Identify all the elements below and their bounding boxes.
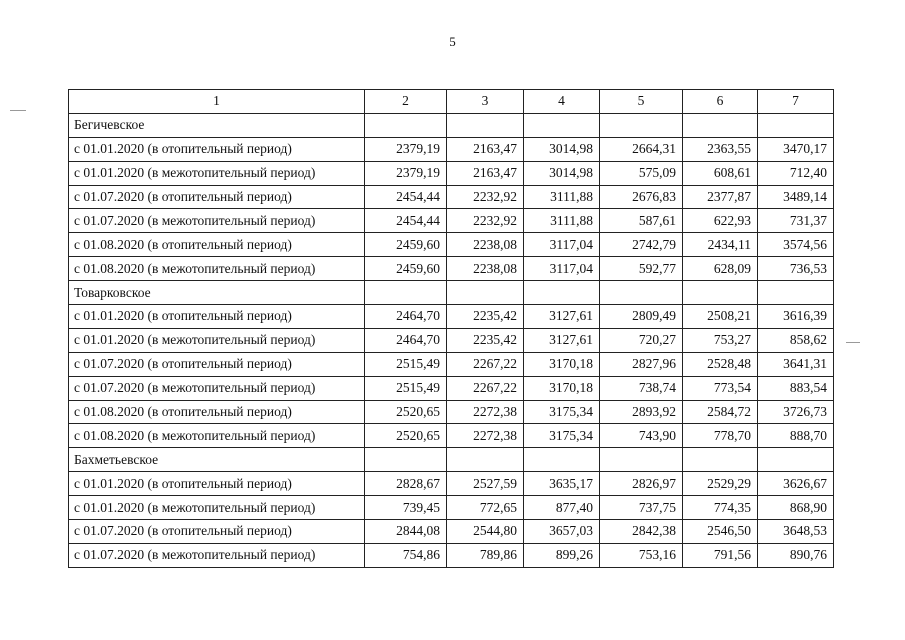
tariff-value: 2515,49 <box>365 376 447 400</box>
tariff-value: 2809,49 <box>600 305 683 329</box>
tariff-value: 3616,39 <box>758 305 834 329</box>
tariff-value: 774,35 <box>683 496 758 520</box>
tariff-value: 2238,08 <box>447 233 524 257</box>
tariff-value: 868,90 <box>758 496 834 520</box>
tariff-value: 2826,97 <box>600 472 683 496</box>
tariff-value: 720,27 <box>600 328 683 352</box>
tariff-value: 3641,31 <box>758 352 834 376</box>
column-header: 5 <box>600 90 683 114</box>
tariff-value: 890,76 <box>758 543 834 567</box>
tariff-value: 2235,42 <box>447 328 524 352</box>
tariff-value: 3111,88 <box>524 209 600 233</box>
tariff-value: 628,09 <box>683 257 758 281</box>
tariff-value: 772,65 <box>447 496 524 520</box>
tariff-value: 712,40 <box>758 161 834 185</box>
settlement-row <box>69 281 834 305</box>
tariff-value: 3117,04 <box>524 233 600 257</box>
period-label: с 01.07.2020 (в межотопительный период) <box>69 543 365 567</box>
tariff-value: 3014,98 <box>524 161 600 185</box>
table-row <box>69 520 834 544</box>
tariff-value: 3626,67 <box>758 472 834 496</box>
tariff-table <box>68 89 834 568</box>
tariff-value: 877,40 <box>524 496 600 520</box>
empty-cell <box>683 448 758 472</box>
empty-cell <box>365 281 447 305</box>
period-label: с 01.01.2020 (в межотопительный период) <box>69 161 365 185</box>
tariff-value: 622,93 <box>683 209 758 233</box>
tariff-value: 3170,18 <box>524 352 600 376</box>
tariff-value: 2893,92 <box>600 400 683 424</box>
settlement-name: Товарковское <box>69 281 365 305</box>
empty-cell <box>758 281 834 305</box>
tariff-value: 2584,72 <box>683 400 758 424</box>
tariff-value: 2434,11 <box>683 233 758 257</box>
tariff-value: 3175,34 <box>524 424 600 448</box>
settlement-name: Бегичевское <box>69 113 365 137</box>
tariff-value: 2377,87 <box>683 185 758 209</box>
tariff-value: 2546,50 <box>683 520 758 544</box>
period-label: с 01.01.2020 (в отопительный период) <box>69 305 365 329</box>
empty-cell <box>600 281 683 305</box>
tariff-value: 2459,60 <box>365 257 447 281</box>
table-row <box>69 257 834 281</box>
period-label: с 01.08.2020 (в отопительный период) <box>69 233 365 257</box>
tariff-value: 3635,17 <box>524 472 600 496</box>
empty-cell <box>524 113 600 137</box>
tariff-value: 883,54 <box>758 376 834 400</box>
empty-cell <box>365 113 447 137</box>
column-header: 4 <box>524 90 600 114</box>
tariff-value: 2515,49 <box>365 352 447 376</box>
tariff-value: 2232,92 <box>447 209 524 233</box>
table-row <box>69 400 834 424</box>
settlement-name: Бахметьевское <box>69 448 365 472</box>
tariff-value: 592,77 <box>600 257 683 281</box>
tariff-value: 2267,22 <box>447 376 524 400</box>
tariff-value: 2163,47 <box>447 137 524 161</box>
tariff-value: 2459,60 <box>365 233 447 257</box>
tariff-value: 858,62 <box>758 328 834 352</box>
empty-cell <box>447 448 524 472</box>
column-header: 1 <box>69 90 365 114</box>
margin-mark-left <box>10 110 26 111</box>
tariff-value: 2272,38 <box>447 424 524 448</box>
tariff-value: 753,27 <box>683 328 758 352</box>
empty-cell <box>524 448 600 472</box>
tariff-value: 2527,59 <box>447 472 524 496</box>
tariff-value: 3175,34 <box>524 400 600 424</box>
tariff-value: 3127,61 <box>524 305 600 329</box>
tariff-value: 2520,65 <box>365 424 447 448</box>
tariff-value: 3014,98 <box>524 137 600 161</box>
tariff-value: 2454,44 <box>365 209 447 233</box>
tariff-value: 743,90 <box>600 424 683 448</box>
tariff-value: 2267,22 <box>447 352 524 376</box>
tariff-value: 2676,83 <box>600 185 683 209</box>
column-header: 3 <box>447 90 524 114</box>
column-header: 7 <box>758 90 834 114</box>
table-row <box>69 424 834 448</box>
tariff-value: 2454,44 <box>365 185 447 209</box>
tariff-value: 3127,61 <box>524 328 600 352</box>
empty-cell <box>600 113 683 137</box>
tariff-value: 2272,38 <box>447 400 524 424</box>
column-header: 6 <box>683 90 758 114</box>
table-header <box>69 90 834 114</box>
tariff-value: 2664,31 <box>600 137 683 161</box>
tariff-value: 2163,47 <box>447 161 524 185</box>
tariff-value: 2379,19 <box>365 137 447 161</box>
empty-cell <box>600 448 683 472</box>
period-label: с 01.07.2020 (в отопительный период) <box>69 520 365 544</box>
tariff-value: 739,45 <box>365 496 447 520</box>
tariff-value: 738,74 <box>600 376 683 400</box>
tariff-value: 2464,70 <box>365 305 447 329</box>
tariff-value: 2528,48 <box>683 352 758 376</box>
page-number: 5 <box>449 34 456 49</box>
table-row <box>69 233 834 257</box>
settlement-row <box>69 113 834 137</box>
period-label: с 01.08.2020 (в межотопительный период) <box>69 424 365 448</box>
period-label: с 01.07.2020 (в межотопительный период) <box>69 376 365 400</box>
tariff-value: 2842,38 <box>600 520 683 544</box>
tariff-value: 3470,17 <box>758 137 834 161</box>
tariff-value: 575,09 <box>600 161 683 185</box>
tariff-value: 778,70 <box>683 424 758 448</box>
tariff-value: 2844,08 <box>365 520 447 544</box>
table-row <box>69 352 834 376</box>
empty-cell <box>524 281 600 305</box>
tariff-value: 2827,96 <box>600 352 683 376</box>
period-label: с 01.08.2020 (в межотопительный период) <box>69 257 365 281</box>
period-label: с 01.01.2020 (в отопительный период) <box>69 472 365 496</box>
empty-cell <box>758 113 834 137</box>
tariff-value: 608,61 <box>683 161 758 185</box>
settlement-row <box>69 448 834 472</box>
table-row <box>69 305 834 329</box>
tariff-value: 3489,14 <box>758 185 834 209</box>
tariff-value: 773,54 <box>683 376 758 400</box>
table-row <box>69 496 834 520</box>
period-label: с 01.07.2020 (в отопительный период) <box>69 185 365 209</box>
table-body <box>69 113 834 567</box>
tariff-value: 2529,29 <box>683 472 758 496</box>
table-row <box>69 161 834 185</box>
column-header: 2 <box>365 90 447 114</box>
empty-cell <box>683 113 758 137</box>
table-row <box>69 328 834 352</box>
tariff-value: 2464,70 <box>365 328 447 352</box>
empty-cell <box>447 281 524 305</box>
tariff-value: 2742,79 <box>600 233 683 257</box>
tariff-value: 2363,55 <box>683 137 758 161</box>
tariff-value: 587,61 <box>600 209 683 233</box>
tariff-value: 789,86 <box>447 543 524 567</box>
tariff-value: 754,86 <box>365 543 447 567</box>
header-row <box>69 90 834 114</box>
tariff-value: 737,75 <box>600 496 683 520</box>
period-label: с 01.01.2020 (в отопительный период) <box>69 137 365 161</box>
table-row <box>69 376 834 400</box>
tariff-value: 736,53 <box>758 257 834 281</box>
tariff-value: 3657,03 <box>524 520 600 544</box>
tariff-value: 2508,21 <box>683 305 758 329</box>
period-label: с 01.08.2020 (в отопительный период) <box>69 400 365 424</box>
tariff-value: 3111,88 <box>524 185 600 209</box>
table-row <box>69 137 834 161</box>
tariff-value: 753,16 <box>600 543 683 567</box>
tariff-value: 2544,80 <box>447 520 524 544</box>
tariff-value: 3117,04 <box>524 257 600 281</box>
tariff-value: 2828,67 <box>365 472 447 496</box>
period-label: с 01.01.2020 (в межотопительный период) <box>69 328 365 352</box>
table-row <box>69 209 834 233</box>
period-label: с 01.01.2020 (в межотопительный период) <box>69 496 365 520</box>
tariff-value: 2238,08 <box>447 257 524 281</box>
empty-cell <box>758 448 834 472</box>
tariff-value: 2379,19 <box>365 161 447 185</box>
tariff-value: 888,70 <box>758 424 834 448</box>
empty-cell <box>365 448 447 472</box>
tariff-value: 731,37 <box>758 209 834 233</box>
tariff-value: 2235,42 <box>447 305 524 329</box>
tariff-value: 2232,92 <box>447 185 524 209</box>
tariff-value: 3574,56 <box>758 233 834 257</box>
table-row <box>69 185 834 209</box>
period-label: с 01.07.2020 (в отопительный период) <box>69 352 365 376</box>
table-row <box>69 472 834 496</box>
empty-cell <box>447 113 524 137</box>
tariff-value: 3170,18 <box>524 376 600 400</box>
empty-cell <box>683 281 758 305</box>
tariff-value: 2520,65 <box>365 400 447 424</box>
margin-mark-right <box>846 342 860 343</box>
period-label: с 01.07.2020 (в межотопительный период) <box>69 209 365 233</box>
tariff-value: 899,26 <box>524 543 600 567</box>
tariff-value: 791,56 <box>683 543 758 567</box>
table-row <box>69 543 834 567</box>
tariff-value: 3726,73 <box>758 400 834 424</box>
tariff-value: 3648,53 <box>758 520 834 544</box>
